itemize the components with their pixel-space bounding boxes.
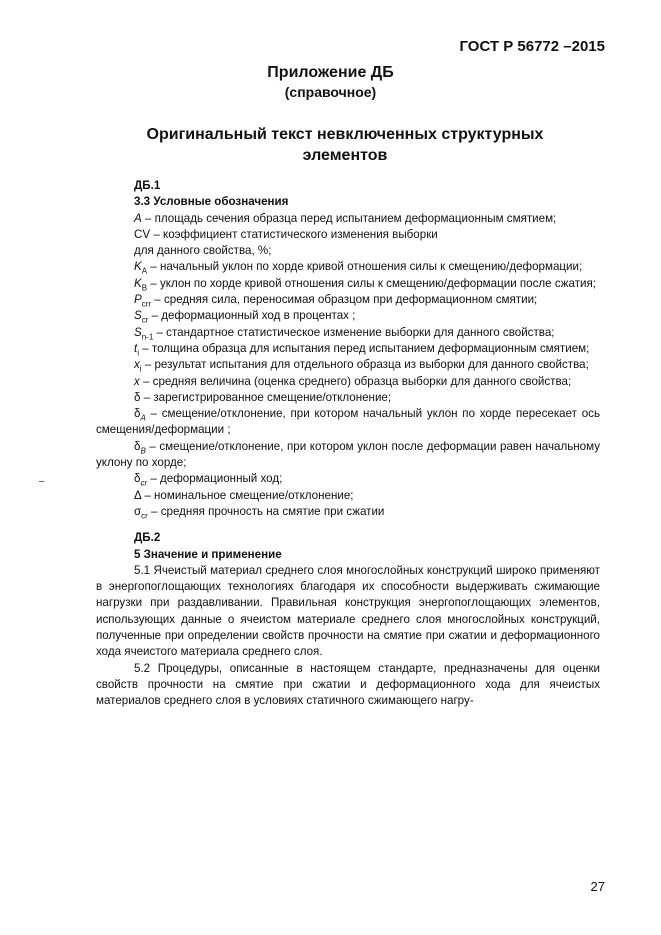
page-number: 27	[590, 879, 605, 894]
subscript: crr	[141, 299, 152, 309]
symbol: S	[134, 325, 142, 339]
symbol: K	[134, 276, 142, 290]
definition-text: – уклон по хорде кривой отношения силы к смещению/деформации после сжатия;	[147, 276, 597, 290]
definition-item	[96, 341, 600, 357]
definition-text: – деформационный ход в процентах ;	[148, 309, 356, 323]
subscript: i	[139, 364, 142, 374]
document-body	[96, 178, 600, 710]
definition-text: – средняя сила, переносимая образцом при деформационном смятии;	[151, 293, 538, 307]
symbol: P	[134, 293, 142, 307]
symbol: x	[134, 358, 140, 372]
definition-item	[96, 357, 600, 373]
definition-item	[96, 211, 600, 227]
definition-item	[96, 308, 600, 324]
definition-item	[96, 504, 600, 520]
symbol: δ	[134, 407, 141, 421]
margin-dash	[39, 481, 44, 482]
spacer	[96, 520, 600, 530]
definition-text: – толщина образца для испытания перед испытанием деформационным смятием;	[139, 341, 590, 355]
document-header: ГОСТ Р 56772 –2015	[459, 38, 605, 55]
definition-item	[96, 259, 600, 275]
paragraph: 5.1 Ячеистый материал среднего слоя многослойных конструкций широко применяют в энергопоглощающих технологиях благодаря их способности выдерживать сжимающие нагрузки при раздавливании. Правильная конструкция энергопоглощающих элементов, использующих данные о ячеистом материале среднего слоя многослойных конструкций, полученные при определении свойств прочности на смятие при сжатии и деформационного хода ячеистого материала среднего слоя.	[96, 563, 600, 659]
symbol: δ	[134, 472, 141, 486]
definition-item	[96, 374, 600, 390]
subscript: cr	[140, 478, 148, 488]
definition-item	[96, 325, 600, 341]
subscript: n-1	[141, 331, 154, 341]
subscript: cr	[141, 511, 148, 521]
symbol: σ	[134, 504, 142, 518]
appendix-title: Приложение ДБ	[267, 64, 394, 81]
section-id: ДБ.2	[134, 531, 161, 545]
definition-text: – площадь сечения образца перед испытанием деформационным смятием;	[141, 211, 557, 225]
definition-item	[96, 471, 600, 487]
definition-item	[96, 292, 600, 308]
definition-item: δ – зарегистрированное смещение/отклонение;	[134, 390, 392, 404]
symbol: δ	[134, 439, 141, 453]
paragraph: 5.2 Процедуры, описанные в настоящем стандарте, предназначены для оценки свойств прочности на смятие при сжатии и деформационного хода для ячеистых материалов среднего слоя в условиях статичного сжимающего нагру-	[96, 661, 600, 708]
subscript: A	[141, 266, 148, 276]
definition-text: – смещение/отклонение, при котором начальный уклон по хорде пересекает ось смещения/деформации ;	[96, 407, 600, 437]
definition-text: – средняя величина (оценка среднего) образца выборки для данного свойства;	[139, 374, 572, 388]
definition-text: – смещение/отклонение, при котором уклон после деформации равен начальному уклону по хорде;	[96, 439, 600, 470]
definition-item	[96, 439, 600, 472]
section-id: ДБ.1	[134, 179, 161, 192]
definition-text: – результат испытания для отдельного образца из выборки для данного свойства;	[141, 358, 589, 372]
subscript: i	[137, 348, 140, 358]
definition-text: – деформационный ход;	[147, 472, 283, 486]
definition-item: Δ – номинальное смещение/отклонение;	[134, 488, 354, 502]
subscript: B	[141, 283, 148, 293]
section-heading: 3.3 Условные обозначения	[134, 195, 289, 209]
definition-item	[96, 406, 600, 439]
symbol: A	[134, 211, 142, 225]
section-heading: 5 Значение и применение	[134, 547, 282, 561]
symbol: S	[134, 309, 142, 323]
definition-text: – средняя прочность на смятие при сжатии	[147, 504, 385, 518]
main-title: Оригинальный текст невключенных структурных элементов	[146, 126, 544, 164]
symbol: K	[134, 260, 142, 274]
definition-item: для данного свойства, %;	[134, 244, 272, 258]
subscript: A	[140, 413, 146, 423]
symbol: t	[134, 341, 138, 355]
definition-text: – начальный уклон по хорде кривой отношения силы к смещению/деформации;	[147, 260, 583, 274]
definition-item: CV – коэффициент статистического изменения выборки	[134, 227, 438, 241]
definition-text: – стандартное статистическое изменение выборки для данного свойства;	[153, 325, 555, 339]
appendix-subtitle: (справочное)	[284, 84, 377, 100]
subscript: cr	[141, 315, 149, 325]
subscript: B	[140, 446, 146, 456]
definition-item	[96, 276, 600, 292]
symbol: x	[134, 374, 140, 388]
